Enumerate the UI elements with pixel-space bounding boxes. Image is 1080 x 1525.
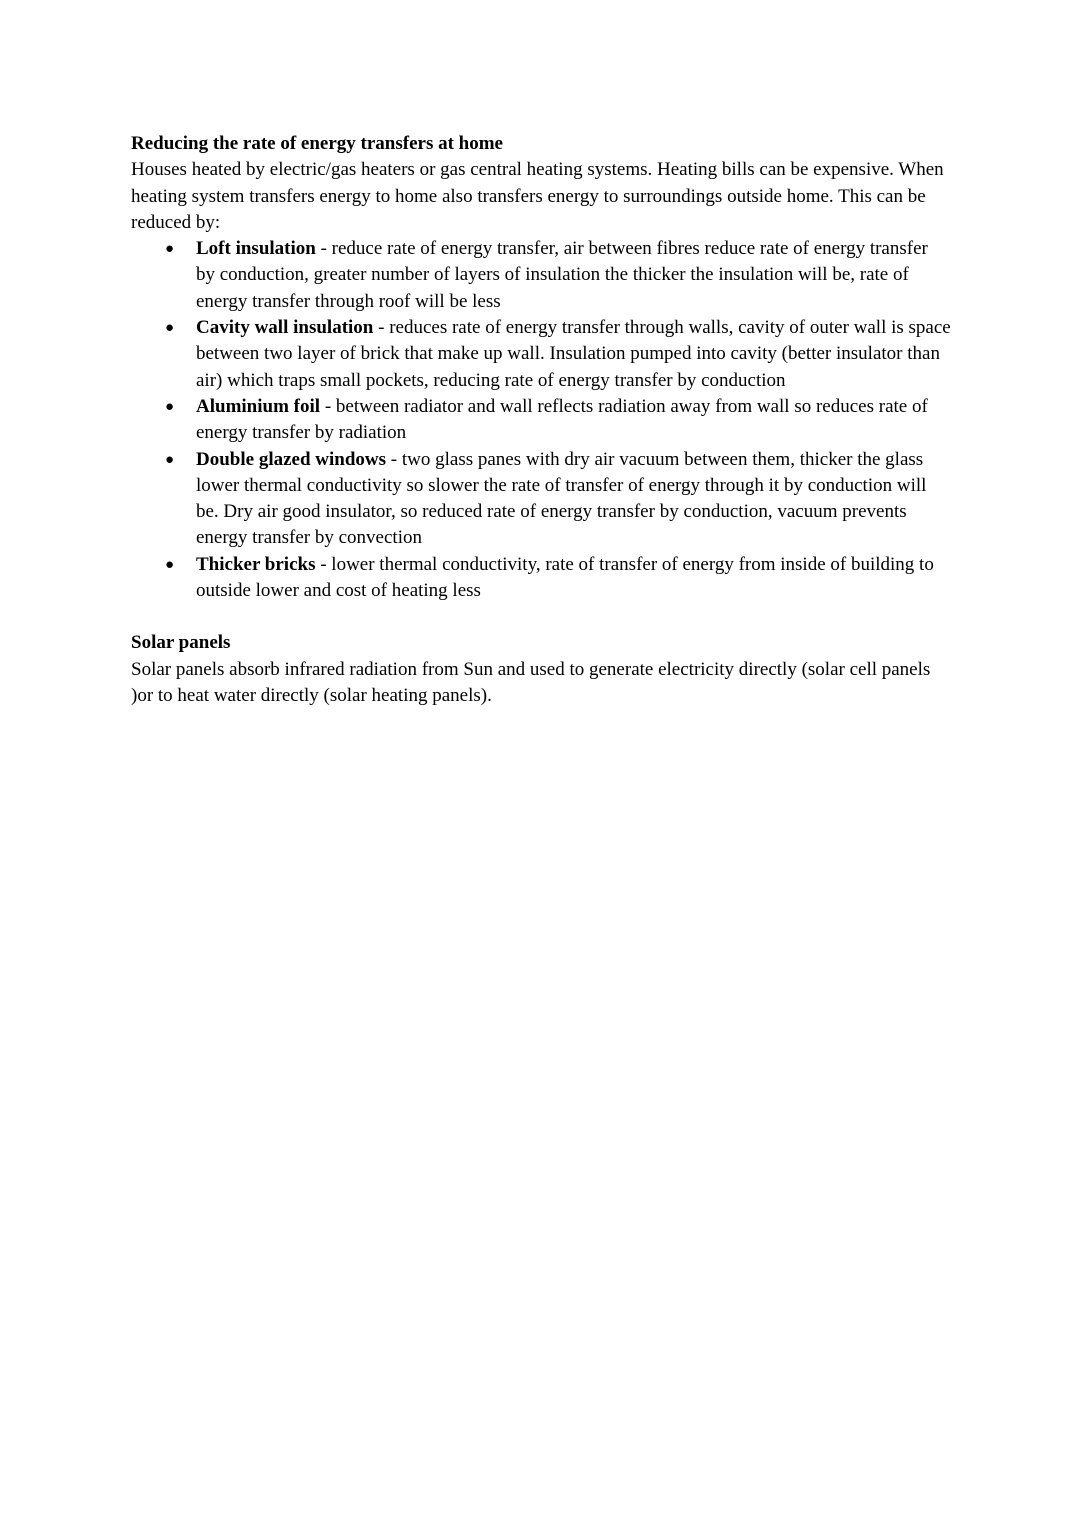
bullet-term: Thicker bricks [196, 553, 316, 575]
bullet-icon: ● [165, 320, 175, 337]
section-spacer [131, 604, 951, 630]
bullet-text: - lower thermal conductivity, rate of transfer of energy from inside of building to outside lower and cost of heating less [196, 553, 934, 602]
bullet-text: - reduces rate of energy transfer through walls, cavity of outer wall is space between two layer of brick that make up wall. Insulation pumped into cavity (better insulator than air) which traps small pockets, reducing rate of energy transfer by conduction [196, 317, 951, 391]
section-heading-energy-transfers: Reducing the rate of energy transfers at home [131, 133, 503, 154]
document-page [131, 131, 951, 709]
section-heading-solar-panels: Solar panels [131, 632, 231, 654]
bullet-term: Aluminium foil [196, 395, 321, 417]
list-item [131, 394, 951, 447]
bullet-icon: ● [165, 451, 175, 468]
bullet-text: - two glass panes with dry air vacuum between them, thicker the glass lower thermal conductivity so slower the rate of transfer of energy through it by conduction will be. Dry air good insulator, so reduced rate of energy transfer by conduction, vacuum prevents energy transfer by convection [196, 448, 927, 549]
bullet-icon: ● [165, 556, 175, 573]
list-item [131, 447, 951, 552]
solar-panels-paragraph: Solar panels absorb infrared radiation from Sun and used to generate electricity directly (solar cell panels )or to heat water directly (solar heating panels). [131, 658, 931, 706]
list-item [131, 552, 951, 605]
list-item [131, 315, 951, 394]
bullet-term: Double glazed windows [196, 448, 387, 470]
bullet-text: - reduce rate of energy transfer, air between fibres reduce rate of energy transfer by conduction, greater number of layers of insulation the thicker the insulation will be, rate of energy transfer through roof will be less [196, 238, 928, 312]
bullet-icon: ● [165, 398, 175, 415]
intro-paragraph: Houses heated by electric/gas heaters or gas central heating systems. Heating bills can be expensive. When heating system transfers energy to home also transfers energy to surroundings outside home. This can be reduced by: [131, 159, 944, 233]
bullet-icon: ● [165, 241, 175, 258]
list-item [131, 236, 951, 315]
bullet-term: Loft insulation [196, 238, 316, 260]
bullet-term: Cavity wall insulation [196, 317, 374, 339]
insulation-methods-list [131, 236, 951, 604]
bullet-text: - between radiator and wall reflects radiation away from wall so reduces rate of energy transfer by radiation [196, 395, 928, 444]
